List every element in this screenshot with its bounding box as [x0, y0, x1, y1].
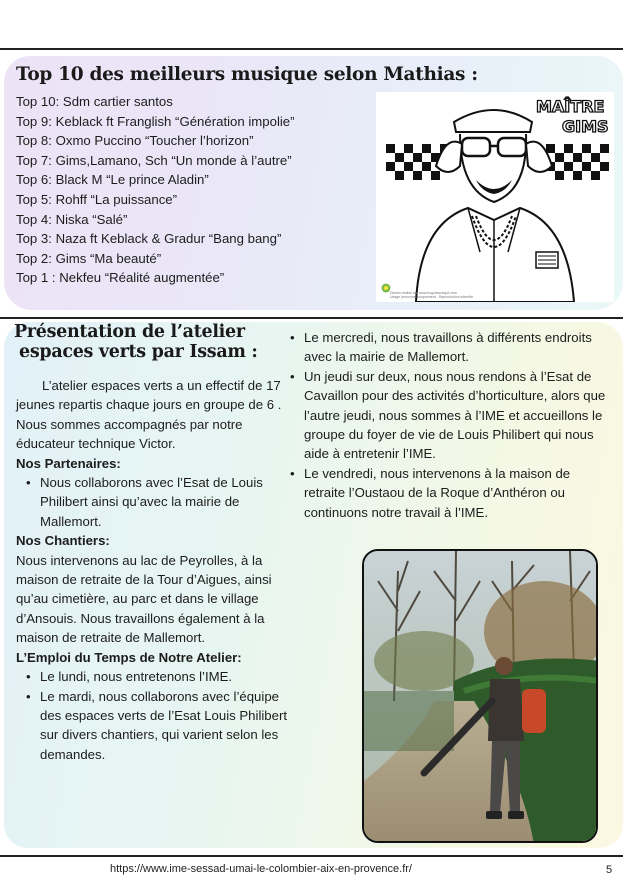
- sites-heading: Nos Chantiers:: [16, 533, 110, 549]
- illustration-caption: Dessin réalisé sur www.hugolescargot.com Usage personnel uniquement - Reproduction interdite: [390, 291, 474, 299]
- list-item: • Le mercredi, nous travaillons à différents endroits avec la mairie de Mallemort.: [288, 328, 608, 367]
- middle-rule: [0, 317, 623, 319]
- workshop-photo: [362, 549, 598, 843]
- svg-text:GIMS: GIMS: [562, 117, 609, 136]
- top10-title: Top 10 des meilleurs musique selon Mathias :: [16, 64, 478, 85]
- top10-card: [4, 56, 623, 310]
- list-item: Top 8: Oxmo Puccino “Toucher l’horizon”: [16, 133, 254, 149]
- list-item: • Le mardi, nous collaborons avec l’équipe des espaces verts de l’Esat Louis Philibert sur divers chantiers, qui varient selon les demandes.: [16, 687, 292, 765]
- list-item: • Nous collaborons avec l’Esat de Louis Philibert ainsi qu’avec la mairie de Mallemort.: [16, 473, 292, 531]
- list-item: Top 10: Sdm cartier santos: [16, 94, 173, 109]
- list-item: Top 7: Gims,Lamano, Sch “Un monde à l’autre”: [16, 152, 292, 168]
- schedule-list-left: [16, 667, 292, 764]
- list-item: Top 4: Niska “Salé”: [16, 211, 128, 227]
- sites-text: Nous intervenons au lac de Peyrolles, à la maison de retraite de la Tour d’Aigues, ainsi qu’au cimetière, au parc et dans le village d’Ansouis. Nous travaillons également à la maison de retraite de Mallemort.: [16, 552, 272, 646]
- list-item: Top 3: Naza ft Keblack & Gradur “Bang bang”: [16, 231, 282, 247]
- singer-drawing-icon: [376, 92, 614, 302]
- svg-text:MAÎTRE: MAÎTRE: [536, 97, 605, 116]
- list-item: Top 6: Black M “Le prince Aladin”: [16, 172, 209, 188]
- list-item: • Le lundi, nous entretenons l’IME.: [16, 667, 292, 686]
- bottom-rule: [0, 855, 623, 857]
- workshop-title: Présentation de l’atelier espaces verts par Issam :: [14, 322, 258, 362]
- top10-list: [16, 92, 295, 288]
- top-rule: [0, 48, 623, 50]
- footer-url: https://www.ime-sessad-umai-le-colombier-aix-en-provence.fr/: [110, 863, 412, 875]
- coloring-illustration: [376, 92, 614, 302]
- list-item: Top 5: Rohff “La puissance”: [16, 191, 178, 207]
- list-item: Top 9: Keblack ft Franglish “Génération impolie”: [16, 113, 295, 129]
- workshop-intro: L’atelier espaces verts a un effectif de 17 jeunes repartis chaque jours en groupe de 6 . Nous sommes accompagnés par notre éducateur technique Victor.: [16, 378, 282, 452]
- list-item: • Le vendredi, nous intervenons à la maison de retraite l’Oustaou de la Roque d’Anthéron ou continuons notre travail à l’IME.: [288, 464, 608, 522]
- schedule-heading: L’Emploi du Temps de Notre Atelier:: [16, 649, 242, 665]
- partners-heading: Nos Partenaires:: [16, 455, 121, 471]
- list-item: Top 2: Gims “Ma beauté”: [16, 250, 162, 266]
- schedule-list-right: [288, 328, 608, 522]
- workshop-left-column: [16, 376, 292, 764]
- list-item: Top 1 : Nekfeu “Réalité augmentée”: [16, 270, 225, 286]
- gardener-photo-icon: [364, 551, 598, 843]
- partners-list: [16, 473, 292, 531]
- page-number: 5: [606, 864, 613, 876]
- list-item: • Un jeudi sur deux, nous nous rendons à l’Esat de Cavaillon pour des activités d’horticulture, alors que l’autre jeudi, nous sommes à l’IME et accueillons le groupe du foyer de vie de Louis Philibert qui nous aide à entretenir l’IME.: [288, 367, 608, 464]
